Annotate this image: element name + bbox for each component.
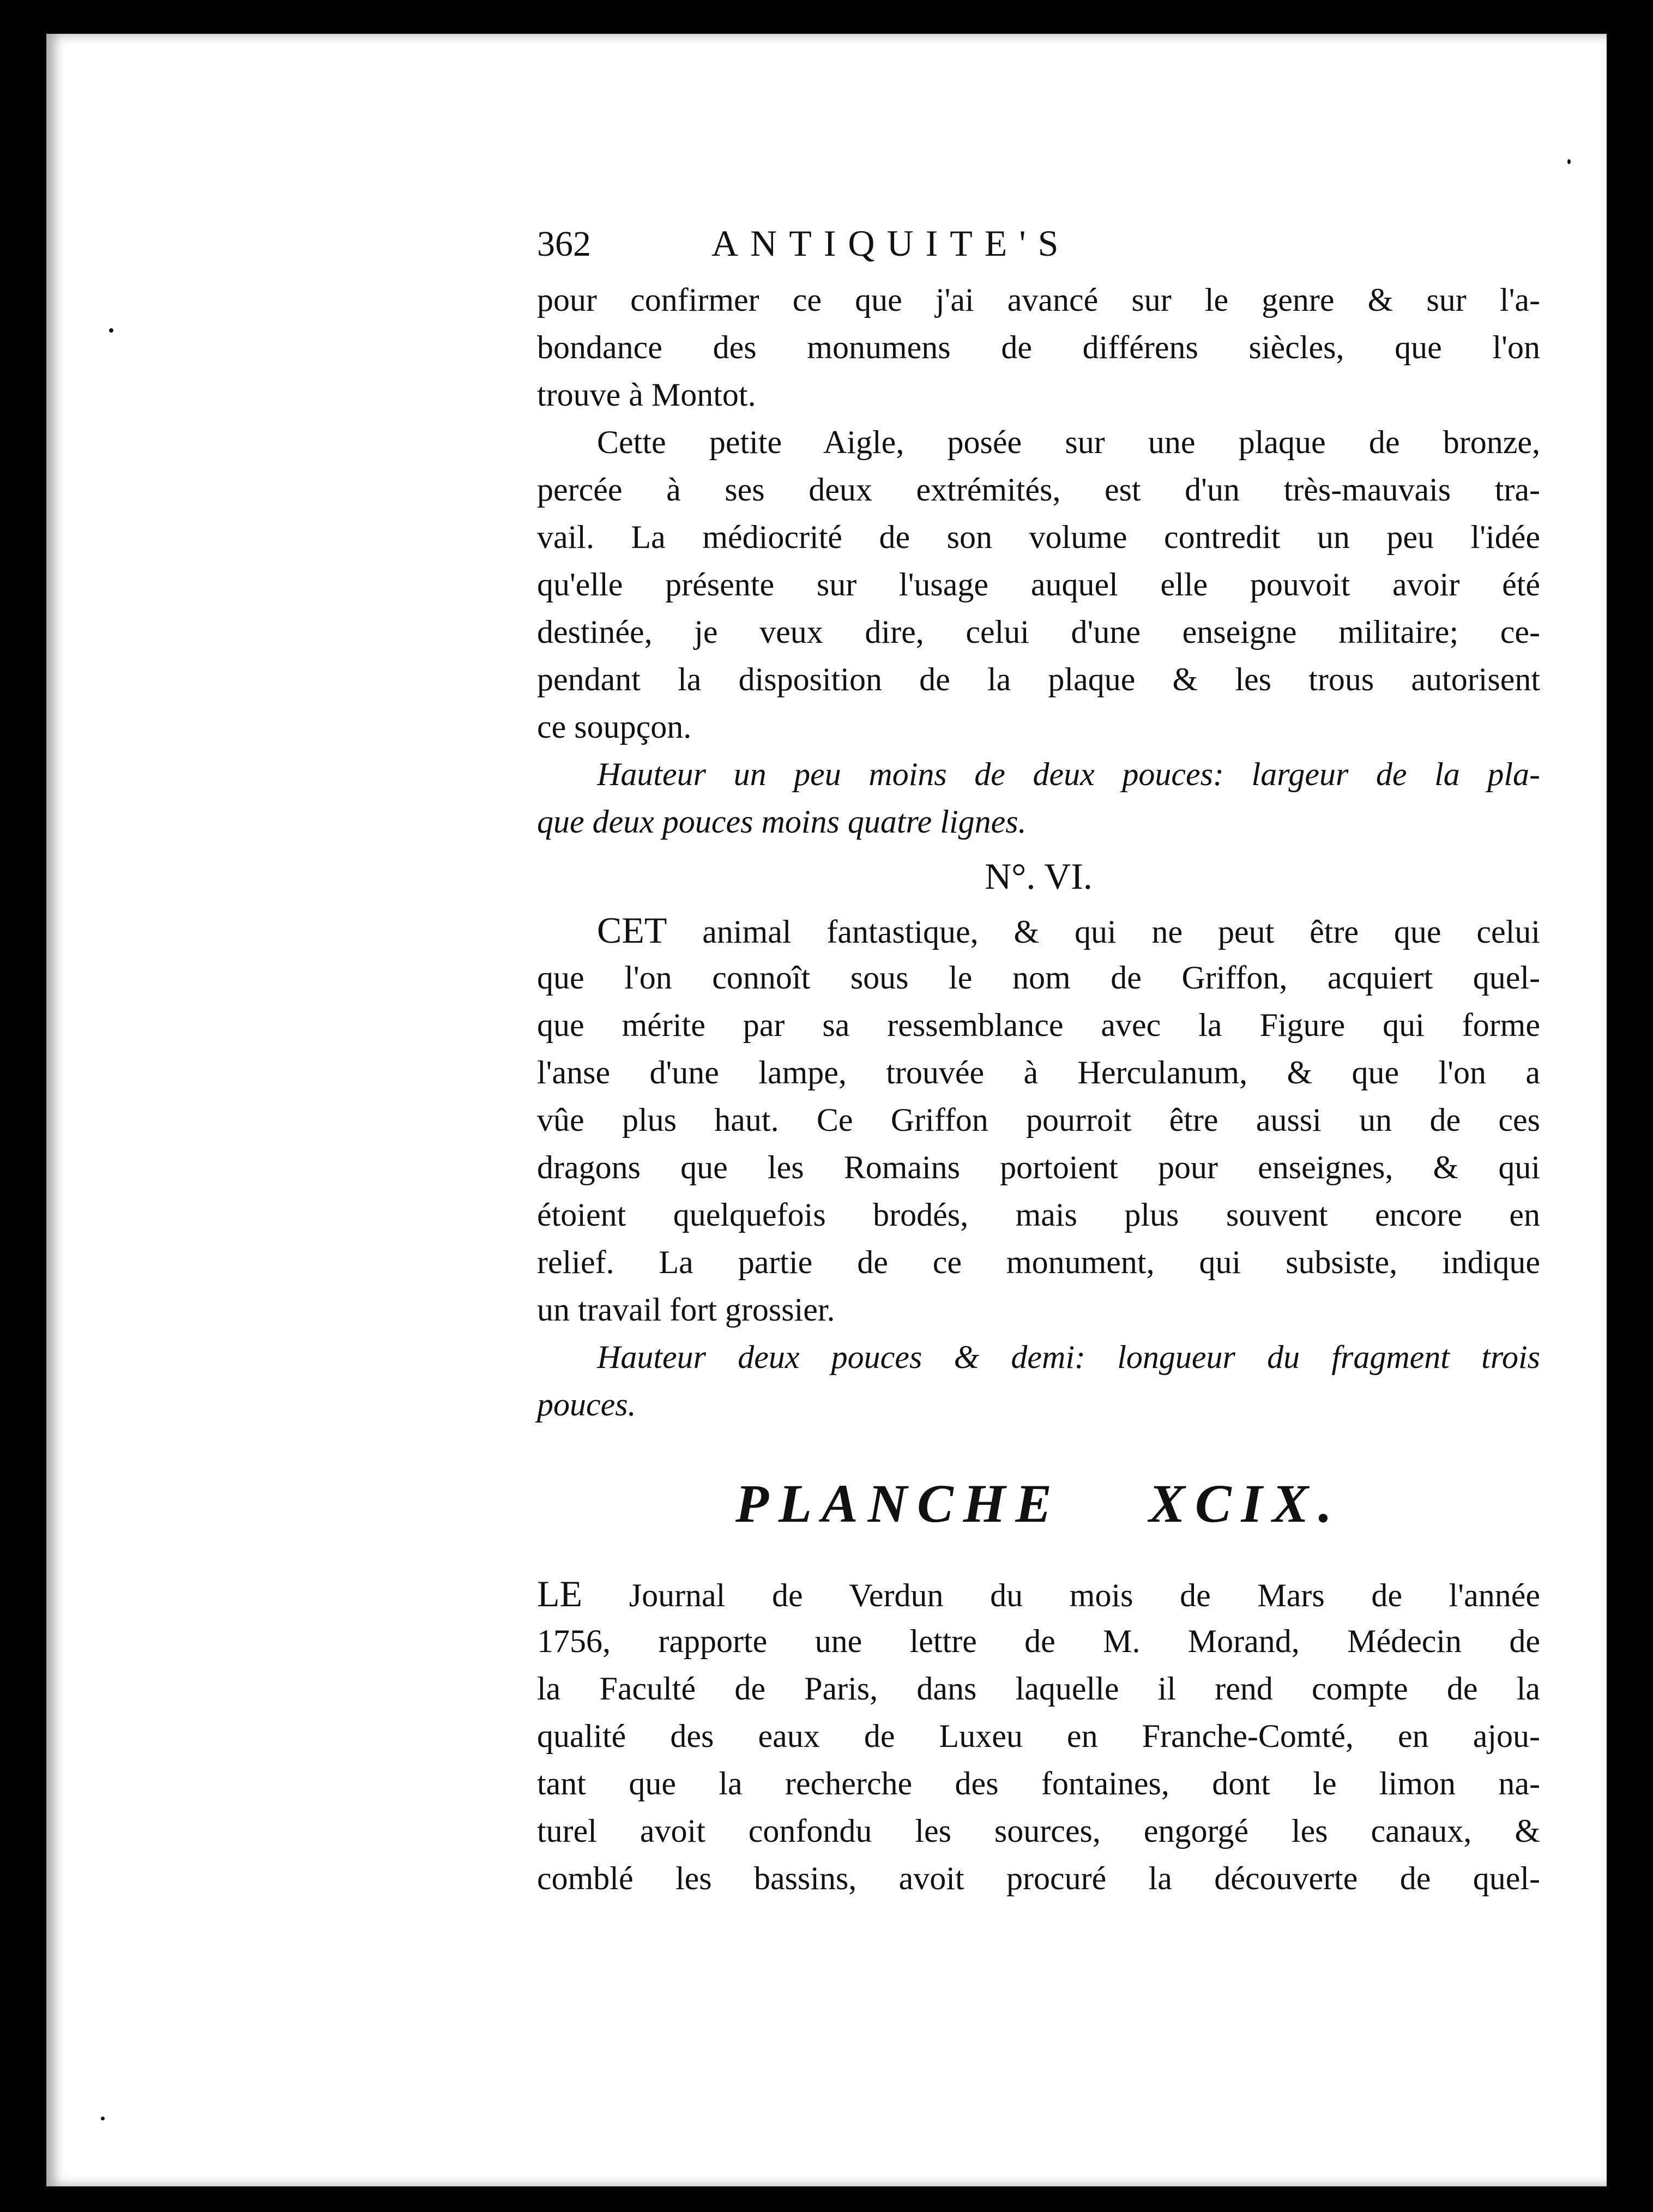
text-line: destinée, je veux dire, celui d'une enseigne militaire; ce- (537, 614, 1540, 650)
plate-numeral: XCIX. (1149, 1473, 1342, 1534)
line-text: Journal de Verdun du mois de Mars de l'année (582, 1577, 1540, 1613)
text-line: bondance des monumens de différens siècles, que l'on (537, 329, 1540, 365)
text-line: vail. La médiocrité de son volume contredit un peu l'idée (537, 519, 1540, 555)
text-line: Hauteur deux pouces & demi: longueur du fragment trois (597, 1339, 1540, 1375)
section-heading: N°. VI. (985, 855, 1093, 897)
text-line: qualité des eaux de Luxeu en Franche-Comté, en ajou- (537, 1718, 1540, 1754)
paragraph-4 (537, 1570, 1540, 1902)
measurement-note-1 (537, 751, 1540, 846)
text-line: étoient quelquefois brodés, mais plus souvent encore en (537, 1197, 1540, 1233)
text-line: que mérite par sa ressemblance avec la Figure qui forme (537, 1007, 1540, 1043)
text-line: un travail fort grossier. (537, 1292, 835, 1328)
text-line: pendant la disposition de la plaque & les trous autorisent (537, 661, 1540, 697)
page-number: 362 (537, 224, 591, 264)
line-text: animal fantastique, & qui ne peut être que celui (667, 914, 1540, 950)
text-line: trouve à Montot. (537, 377, 756, 413)
ink-speck (109, 328, 113, 333)
text-line: pour confirmer ce que j'ai avancé sur le genre & sur l'a- (537, 282, 1540, 318)
ink-speck (1567, 159, 1571, 164)
text-line: pouces. (537, 1387, 636, 1423)
text-line: percée à ses deux extrémités, est d'un très-mauvais tra- (537, 472, 1540, 508)
plate-word: PLANCHE (735, 1473, 1062, 1534)
running-title: ANTIQUITE'S (711, 222, 1071, 264)
paragraph-2 (537, 419, 1540, 751)
text-line: 1756, rapporte une lettre de M. Morand, Médecin de (537, 1623, 1540, 1659)
text-line: la Faculté de Paris, dans laquelle il rend compte de la (537, 1671, 1540, 1707)
text-line: que l'on connoît sous le nom de Griffon, acquiert quel- (537, 960, 1540, 996)
text-line: turel avoit confondu les sources, engorgé les canaux, & (537, 1813, 1540, 1849)
small-caps-opening: LE (537, 1573, 583, 1614)
plate-title (537, 1458, 1540, 1548)
text-line: qu'elle présente sur l'usage auquel elle pouvoit avoir été (537, 566, 1540, 602)
book-page (46, 34, 1607, 2186)
page-header (537, 222, 1540, 276)
text-line (537, 1570, 1540, 1618)
paragraph-3 (537, 907, 1540, 1334)
text-line: dragons que les Romains portoient pour enseignes, & qui (537, 1149, 1540, 1185)
text-line: ce soupçon. (537, 709, 692, 745)
text-line: l'anse d'une lampe, trouvée à Herculanum, & que l'on a (537, 1054, 1540, 1090)
measurement-note-2 (537, 1334, 1540, 1429)
text-line: que deux pouces moins quatre lignes. (537, 804, 1027, 840)
text-line: relief. La partie de ce monument, qui subsiste, indique (537, 1244, 1540, 1280)
text-column (537, 222, 1540, 1902)
ink-speck (101, 2117, 105, 2120)
small-caps-opening: CET (597, 909, 667, 951)
text-line: vûe plus haut. Ce Griffon pourroit être aussi un de ces (537, 1102, 1540, 1138)
text-line: tant que la recherche des fontaines, dont le limon na- (537, 1765, 1540, 1801)
text-line: comblé les bassins, avoit procuré la découverte de quel- (537, 1860, 1540, 1896)
text-line: Hauteur un peu moins de deux pouces: largeur de la pla- (597, 756, 1540, 792)
text-line: Cette petite Aigle, posée sur une plaque de bronze, (597, 424, 1540, 460)
text-line (537, 907, 1540, 954)
paragraph-1 (537, 276, 1540, 419)
